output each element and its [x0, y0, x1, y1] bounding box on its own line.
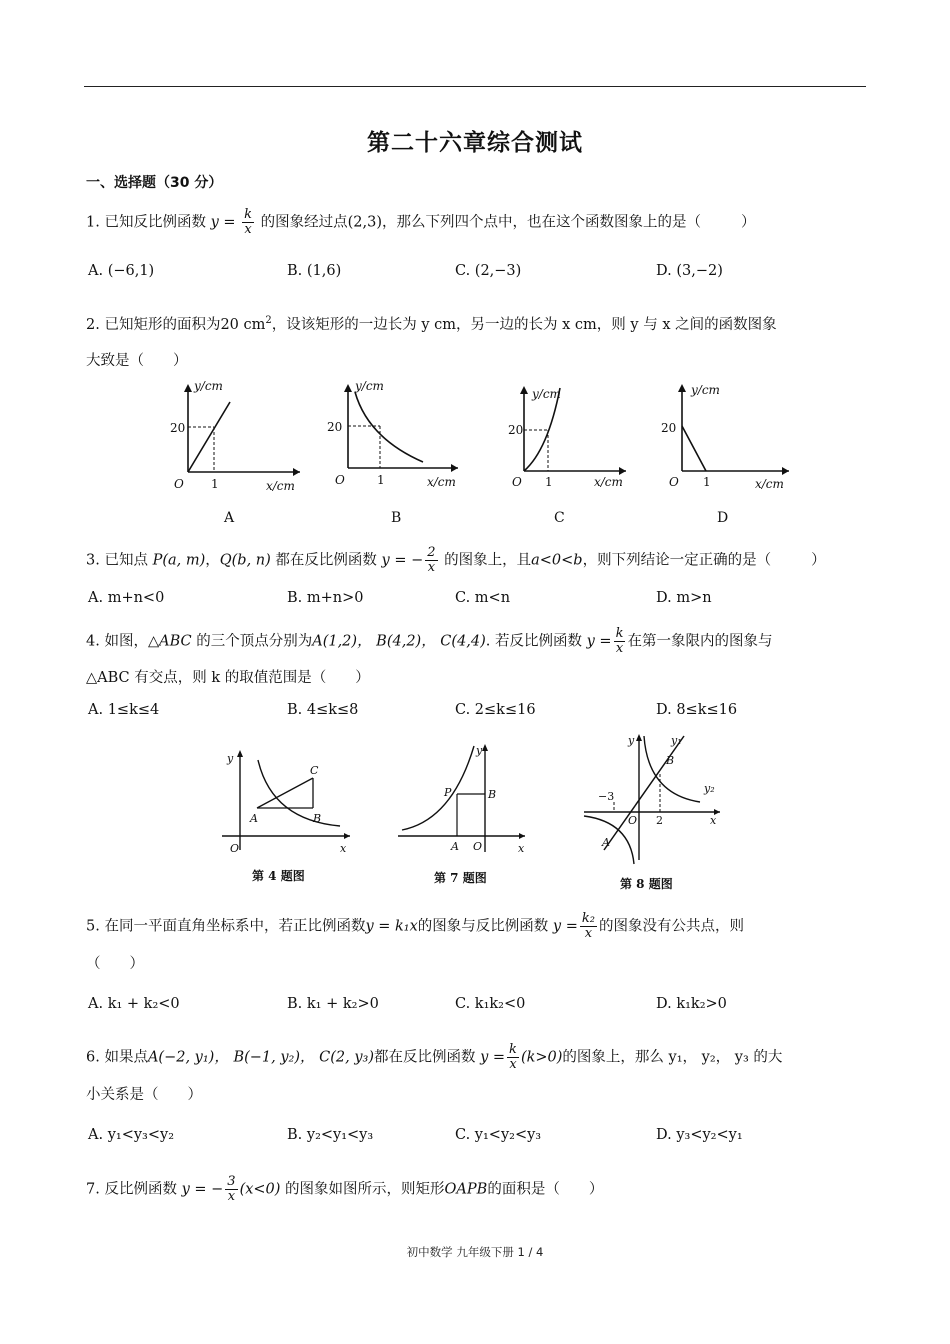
q4-option-c[interactable]: C. 2≤k≤16 — [455, 702, 536, 718]
svg-text:1: 1 — [377, 473, 385, 487]
svg-text:O: O — [512, 475, 522, 489]
svg-text:B: B — [391, 510, 402, 526]
svg-text:y: y — [227, 752, 234, 765]
q5-option-a[interactable]: A. k₁ + k₂<0 — [88, 996, 180, 1012]
q3-option-c[interactable]: C. m<n — [455, 590, 511, 606]
question-4: 4. 如图，△ABC 的三个顶点分别为A(1,2)， B(4,2)， C(4,4). 若反比例函数 y = $\frac{k}{x}$ 在第一象限内的图象与 — [86, 626, 773, 656]
q3-option-b[interactable]: B. m+n>0 — [287, 590, 364, 606]
svg-text:20: 20 — [508, 423, 524, 437]
svg-text:A: A — [224, 510, 235, 526]
svg-text:B: B — [488, 788, 497, 801]
svg-text:O: O — [335, 473, 345, 487]
q4-fraction: $\frac{k}{x}$ — [615, 626, 624, 656]
svg-text:O: O — [174, 477, 184, 491]
svg-text:B: B — [666, 754, 675, 767]
q1-option-c[interactable]: C. (2,−3) — [455, 263, 522, 279]
svg-text:x/cm: x/cm — [594, 475, 623, 489]
svg-text:O: O — [669, 475, 679, 489]
q7-fraction: $\frac{3}{x}$ — [227, 1174, 236, 1204]
svg-text:A: A — [602, 836, 610, 849]
q4-option-a[interactable]: A. 1≤k≤4 — [88, 702, 160, 718]
q1-equation: y = — [210, 214, 236, 231]
svg-text:A: A — [250, 812, 258, 825]
q2-graphs — [150, 378, 830, 528]
q1-option-d[interactable]: D. (3,−2) — [656, 263, 723, 279]
q6-option-d[interactable]: D. y₃<y₂<y₁ — [656, 1127, 743, 1143]
question-4-line-2: △ABC 有交点，则 k 的取值范围是（ ） — [86, 670, 370, 686]
figure-7 — [398, 744, 525, 885]
question-6-line-2: 小关系是（ ） — [86, 1087, 202, 1103]
svg-text:O: O — [628, 814, 638, 827]
q1-fraction: $\frac{k}{x}$ — [244, 207, 253, 237]
q5-option-c[interactable]: C. k₁k₂<0 — [455, 996, 526, 1012]
q1-text: 1. 已知反比例函数 — [86, 214, 206, 231]
svg-text:x/cm: x/cm — [755, 477, 784, 491]
fig8-caption: 第 8 题图 — [620, 877, 673, 891]
q4-option-d[interactable]: D. 8≤k≤16 — [656, 702, 738, 718]
q3-option-d[interactable]: D. m>n — [656, 590, 712, 606]
question-2: 2. 已知矩形的面积为20 $cm^2$，设该矩形的一边长为 y cm，另一边的长为 x cm，则 y 与 x 之间的函数图象 — [86, 315, 777, 333]
q1-text-2: 的图象经过点(2,3)，那么下列四个点中，也在这个函数图象上的是（ — [260, 214, 701, 231]
svg-text:O: O — [230, 842, 240, 855]
svg-text:y: y — [628, 734, 635, 747]
svg-text:C: C — [554, 510, 565, 526]
q5-fraction: $\frac{\text{k₂}}{x}$ — [581, 911, 595, 941]
figures-row — [200, 730, 740, 900]
svg-text:20: 20 — [327, 420, 343, 434]
q6-option-b[interactable]: B. y₂<y₁<y₃ — [287, 1127, 374, 1143]
q6-fraction: $\frac{k}{x}$ — [509, 1042, 517, 1072]
q2-graph-b[interactable] — [327, 379, 458, 526]
q2-graph-a[interactable] — [170, 379, 300, 526]
svg-text:x: x — [340, 842, 347, 855]
svg-text:y/cm: y/cm — [355, 379, 384, 393]
q5-option-d[interactable]: D. k₁k₂>0 — [656, 996, 727, 1012]
svg-text:O: O — [473, 840, 483, 853]
q5-option-b[interactable]: B. k₁ + k₂>0 — [287, 996, 379, 1012]
svg-text:x: x — [518, 842, 525, 855]
svg-text:−3: −3 — [598, 790, 615, 803]
svg-text:1: 1 — [545, 475, 553, 489]
q3-option-a[interactable]: A. m+n<0 — [88, 590, 165, 606]
q4-option-b[interactable]: B. 4≤k≤8 — [287, 702, 359, 718]
q2-graph-c[interactable] — [508, 386, 626, 526]
svg-text:1: 1 — [703, 475, 711, 489]
question-7: 7. 反比例函数 y = − $\frac{3}{x}$ (x<0) 的图象如图所示，则矩形OAPB的面积是（ ） — [86, 1174, 604, 1204]
question-1: 1. 已知反比例函数 y = $\frac{k}{x}$ 的图象经过点(2,3)，那么下列四个点中，也在这个函数图象上的是（ ） — [86, 207, 756, 237]
svg-text:A: A — [451, 840, 459, 853]
svg-text:y₂: y₂ — [704, 782, 715, 795]
question-3: 3. 已知点 P(a, m)，Q(b, n) 都在反比例函数 y = − $\frac{2}{x}$ 的图象上，且a<0<b，则下列结论一定正确的是（ ） — [86, 545, 826, 575]
question-2-line-2: 大致是（ ） — [86, 353, 188, 369]
header-rule — [84, 86, 866, 87]
question-5-line-2: （ ） — [86, 956, 144, 972]
svg-text:1: 1 — [211, 477, 219, 491]
svg-text:x: x — [710, 814, 717, 827]
question-6: 6. 如果点A(−2, y₁)， B(−1, y₂)， C(2, y₃)都在反比例函数 y = $\frac{k}{x}$ (k>0)的图象上，那么 y₁， y₂， y₃ 的大 — [86, 1042, 783, 1072]
page-footer: 初中数学 九年级下册 1 / 4 — [406, 1245, 544, 1259]
q2-graph-d[interactable] — [661, 383, 789, 526]
svg-text:20: 20 — [661, 421, 677, 435]
figure-8 — [584, 734, 720, 891]
svg-text:P: P — [444, 786, 452, 799]
svg-text:y/cm: y/cm — [194, 379, 223, 393]
svg-text:y: y — [476, 744, 483, 757]
section-heading: 一、选择题（30 分） — [86, 175, 223, 191]
fig7-caption: 第 7 题图 — [434, 871, 487, 885]
figure-4 — [222, 750, 350, 883]
q3-fraction: $\frac{2}{x}$ — [427, 545, 436, 575]
q1-option-b[interactable]: B. (1,6) — [287, 263, 342, 279]
page-title: 第二十六章综合测试 — [367, 130, 583, 156]
svg-text:x/cm: x/cm — [427, 475, 456, 489]
q6-option-a[interactable]: A. y₁<y₃<y₂ — [88, 1127, 175, 1143]
svg-text:x/cm: x/cm — [266, 479, 295, 493]
svg-text:y/cm: y/cm — [691, 383, 720, 397]
question-5: 5. 在同一平面直角坐标系中，若正比例函数y = k₁x的图象与反比例函数 y = $\frac{\text{k₂}}{x}$ 的图象没有公共点，则 — [86, 911, 744, 941]
q6-option-c[interactable]: C. y₁<y₂<y₃ — [455, 1127, 542, 1143]
svg-text:20: 20 — [170, 421, 186, 435]
svg-text:D: D — [717, 510, 729, 526]
fig4-caption: 第 4 题图 — [252, 869, 305, 883]
svg-text:y₁: y₁ — [671, 734, 682, 747]
q1-option-a[interactable]: A. (−6,1) — [88, 263, 155, 279]
svg-text:2: 2 — [656, 814, 663, 827]
svg-text:y/cm: y/cm — [532, 387, 561, 401]
svg-text:B: B — [313, 812, 322, 825]
svg-text:C: C — [310, 764, 319, 777]
